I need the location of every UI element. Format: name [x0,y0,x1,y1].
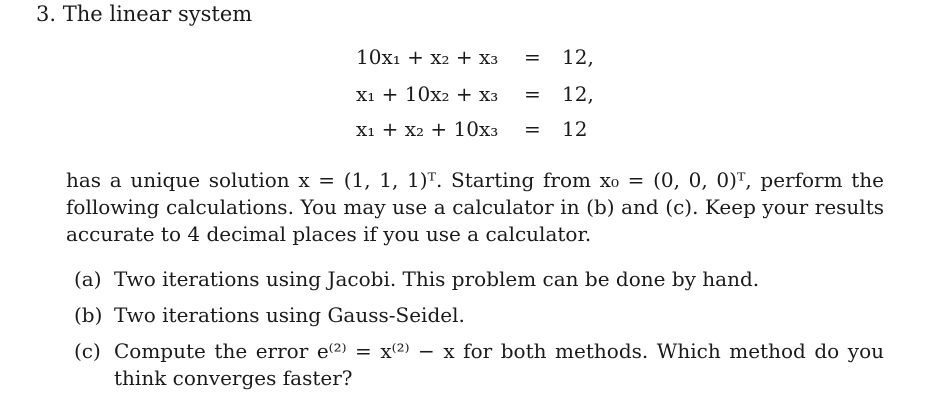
equation-3-equals: = [524,117,541,141]
problem-heading: 3. The linear system [36,2,253,26]
part-c-text: Compute the error e⁽²⁾ = x⁽²⁾ − x for both methods. Which method do you think converges faster? [114,339,884,390]
equation-1-equals: = [524,45,541,69]
part-b-text: Two iterations using Gauss-Seidel. [114,303,465,327]
equation-1-rhs: 12, [562,45,594,69]
part-a-text: Two iterations using Jacobi. This problem can be done by hand. [114,267,760,291]
part-b-label: (b) [74,303,103,327]
equation-3-lhs: x₁ + x₂ + 10x₃ [356,117,499,141]
part-a-label: (a) [74,267,102,291]
part-c [74,338,894,398]
equation-2-rhs: 12, [562,82,594,106]
equation-2-equals: = [524,82,541,106]
part-a [74,266,894,296]
equation-3-rhs: 12 [562,117,588,141]
equation-2-lhs: x₁ + 10x₂ + x₃ [356,82,499,106]
part-c-label: (c) [74,339,101,363]
problem-description: has a unique solution x = (1, 1, 1)ᵀ. Starting from x₀ = (0, 0, 0)ᵀ, perform the following calculations. You may use a calculator in (b) and (c). Keep your results accurate to 4 decimal places if you use a calculator. [66,168,884,246]
part-b [74,302,894,332]
equation-1-lhs: 10x₁ + x₂ + x₃ [356,45,499,69]
